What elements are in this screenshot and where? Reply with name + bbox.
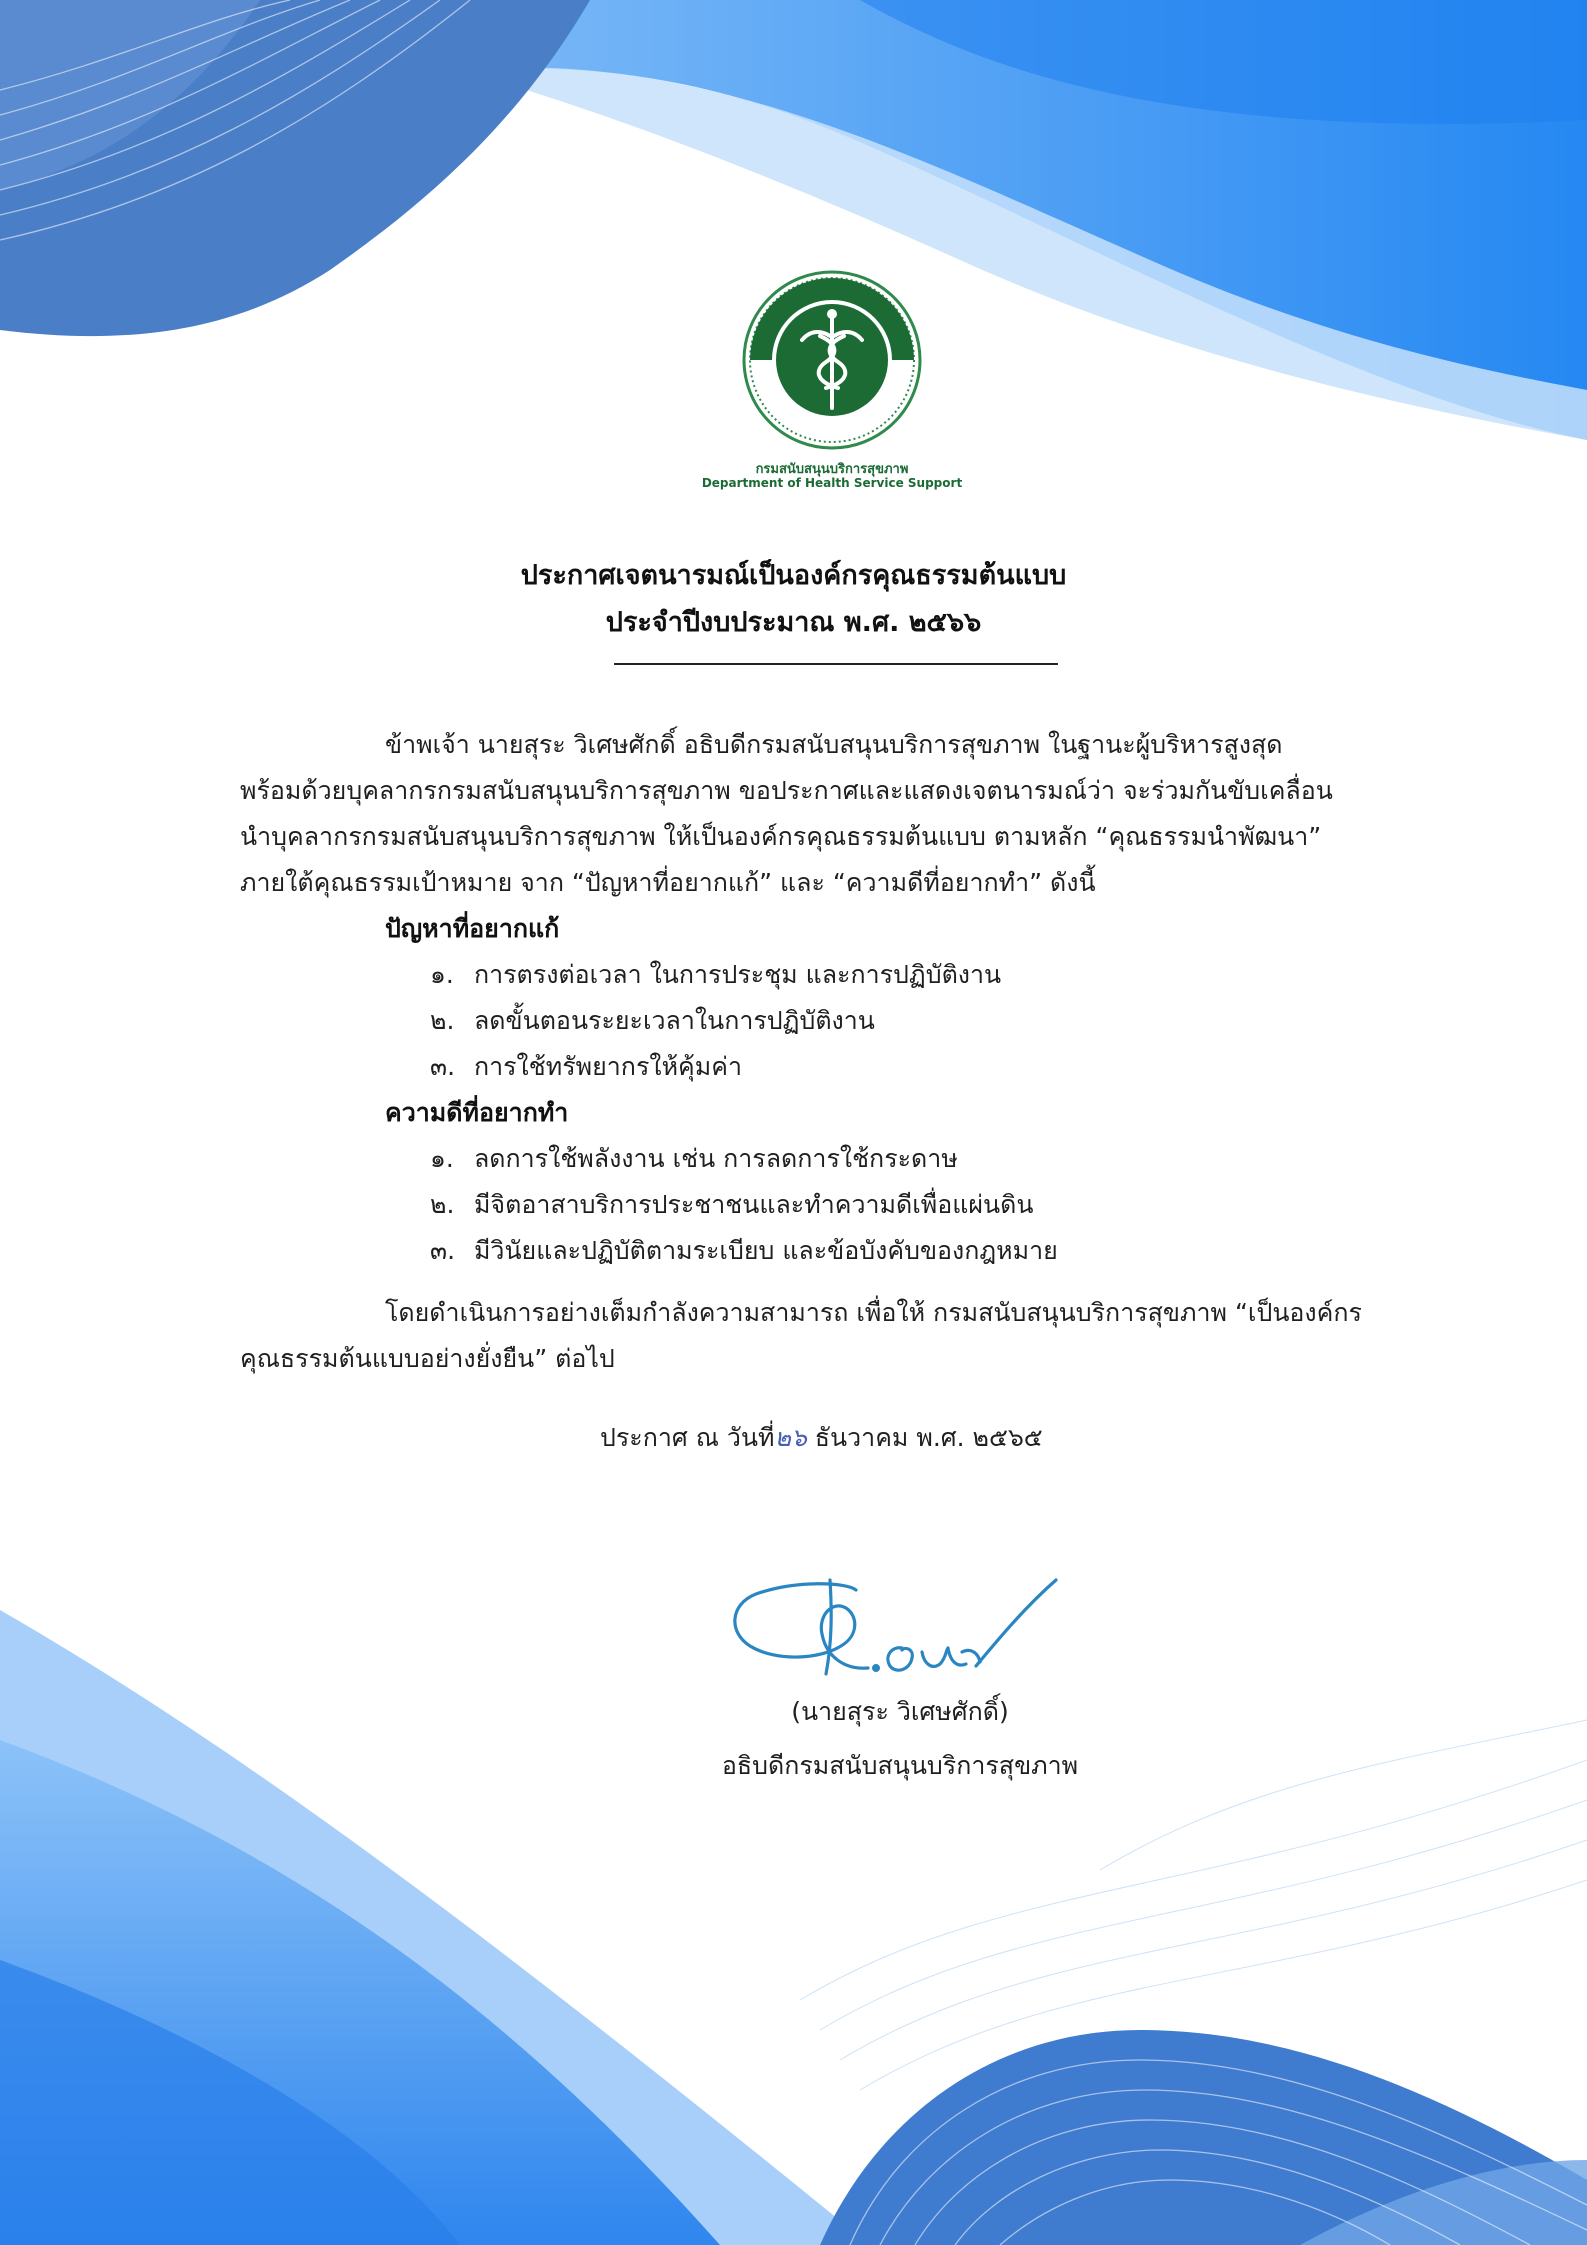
intro-line-4: ภายใต้คุณธรรมเป้าหมาย จาก “ปัญหาที่อยากแก้” และ “ความดีที่อยากทำ” ดังนี้ <box>240 868 1096 897</box>
announcement-title: ประกาศเจตนารมณ์เป็นองค์กรคุณธรรมต้นแบบ <box>520 560 1067 591</box>
date-suffix: ธันวาคม พ.ศ. ๒๕๖๕ <box>806 1423 1043 1452</box>
problem-text: การใช้ทรัพยากรให้คุ้มค่า <box>473 1052 743 1081</box>
virtue-number: ๑. <box>430 1144 454 1173</box>
virtue-text: ลดการใช้พลังงาน เช่น การลดการใช้กระดาษ <box>473 1144 958 1173</box>
virtue-item <box>430 1185 1033 1225</box>
problem-text: การตรงต่อเวลา ในการประชุม และการปฏิบัติงาน <box>473 960 1002 989</box>
signer-position: อธิบดีกรมสนับสนุนบริการสุขภาพ <box>721 1751 1079 1780</box>
closing-line-2: คุณธรรมต้นแบบอย่างยั่งยืน” ต่อไป <box>240 1344 615 1373</box>
intro-line-1: ข้าพเจ้า นายสุระ วิเศษศักดิ์ อธิบดีกรมสนับสนุนบริการสุขภาพ ในฐานะผู้บริหารสูงสุด <box>385 730 1283 759</box>
problem-item <box>430 955 1001 995</box>
signer-name: (นายสุระ วิเศษศักดิ์) <box>791 1697 1009 1726</box>
intro-line-3: นำบุคลากรกรมสนับสนุนบริการสุขภาพ ให้เป็นองค์กรคุณธรรมต้นแบบ ตามหลัก “คุณธรรมนำพัฒนา” <box>240 822 1322 851</box>
title-underline <box>614 663 1058 665</box>
virtue-number: ๒. <box>430 1190 455 1219</box>
virtue-item <box>430 1231 1058 1271</box>
problems-heading: ปัญหาที่อยากแก้ <box>385 914 560 943</box>
problem-text: ลดขั้นตอนระยะเวลาในการปฏิบัติงาน <box>473 1006 875 1035</box>
intro-line-2: พร้อมด้วยบุคลากรกรมสนับสนุนบริการสุขภาพ ขอประกาศและแสดงเจตนารมณ์ว่า จะร่วมกันขับเคลื่อน <box>240 776 1333 805</box>
date-prefix: ประกาศ ณ วันที่ <box>600 1423 775 1452</box>
announcement-subtitle: ประจำปีงบประมาณ พ.ศ. ๒๕๖๖ <box>605 607 982 638</box>
logo-caption-thai: กรมสนับสนุนบริการสุขภาพ <box>755 462 909 477</box>
virtue-item <box>430 1139 958 1179</box>
handwritten-signature <box>726 1572 1072 1684</box>
virtue-text: มีจิตอาสาบริการประชาชนและทำความดีเพื่อแผ่นดิน <box>473 1190 1034 1219</box>
logo-caption-english: Department of Health Service Support <box>701 476 963 490</box>
problem-item <box>430 1047 742 1087</box>
virtue-number: ๓. <box>430 1236 456 1265</box>
problem-item <box>430 1001 875 1041</box>
closing-line-1: โดยดำเนินการอย่างเต็มกำลังความสามารถ เพื่อให้ กรมสนับสนุนบริการสุขภาพ “เป็นองค์กร <box>385 1298 1362 1327</box>
problem-number: ๑. <box>430 960 454 989</box>
announcement-date <box>600 1418 1043 1458</box>
date-day-handwritten: ๒๖ <box>774 1423 807 1452</box>
virtue-text: มีวินัยและปฏิบัติตามระเบียบ และข้อบังคับของกฎหมาย <box>473 1236 1058 1265</box>
virtues-heading: ความดีที่อยากทำ <box>385 1098 569 1127</box>
ministry-seal-logo <box>742 270 922 450</box>
problem-number: ๓. <box>430 1052 456 1081</box>
problem-number: ๒. <box>430 1006 455 1035</box>
